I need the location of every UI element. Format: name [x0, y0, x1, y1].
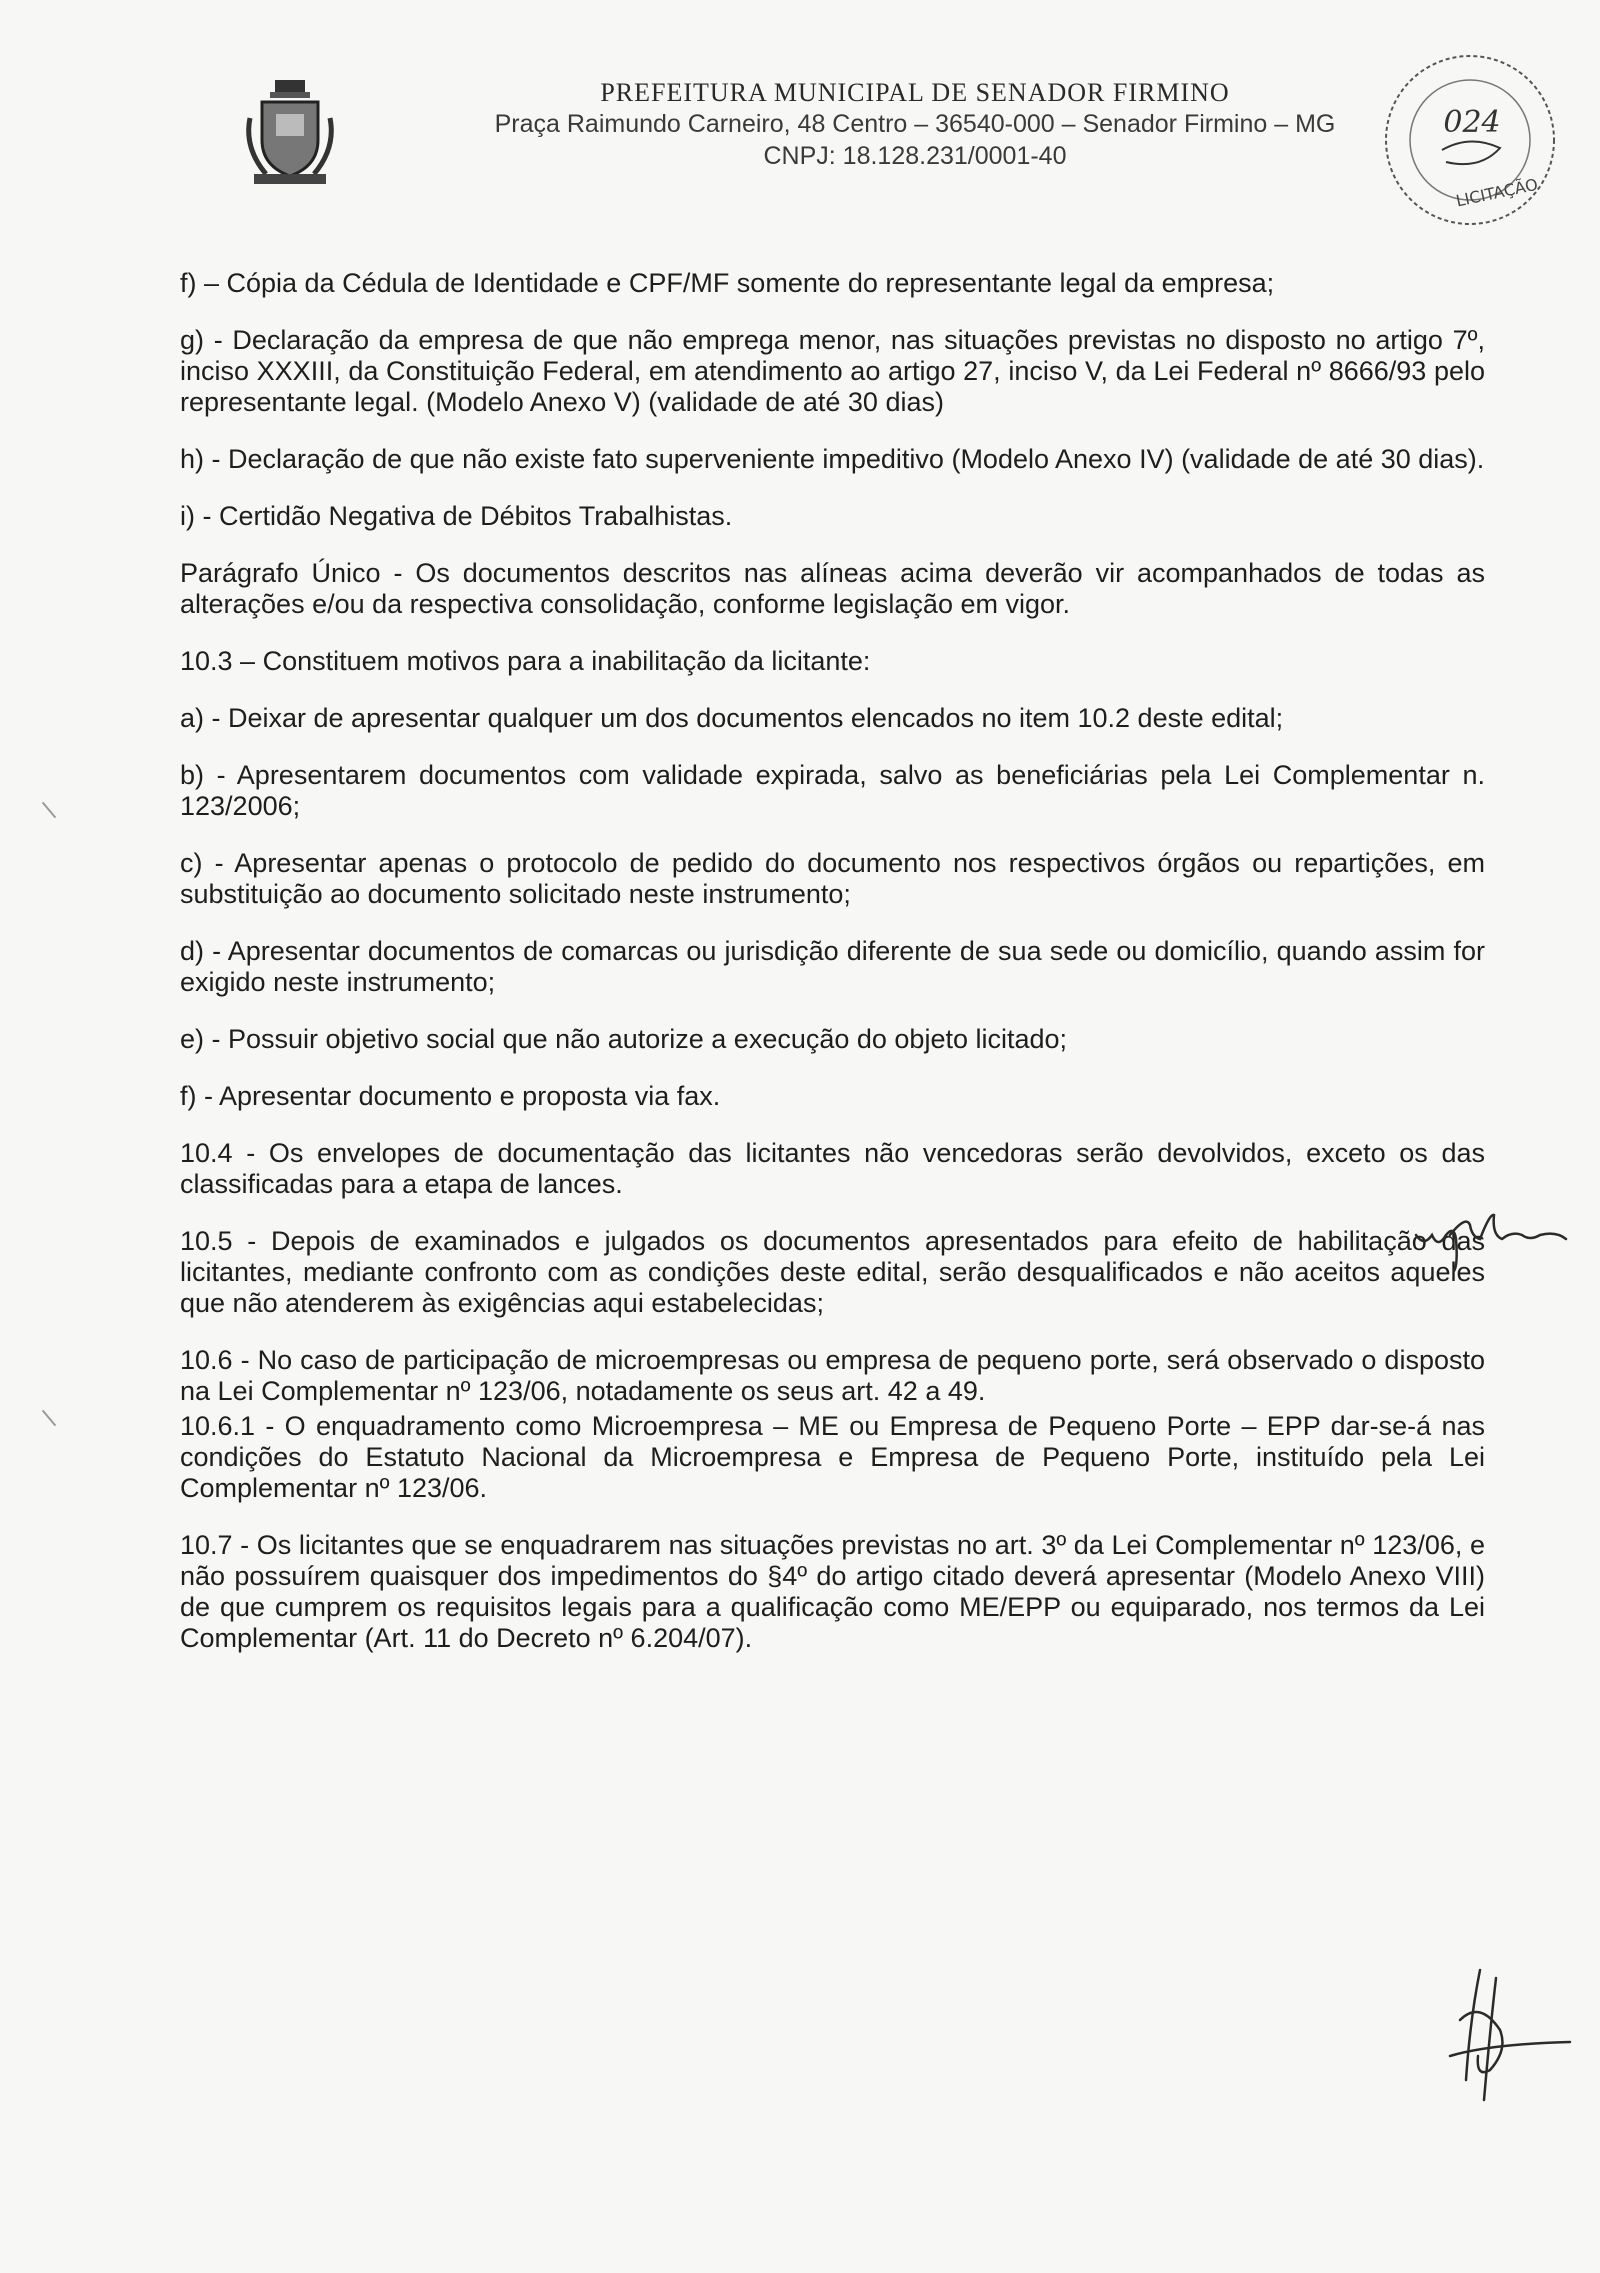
section-10-7: 10.7 - Os licitantes que se enquadrarem nas situações previstas no art. 3º da Lei Complementar nº 123/06, e não possuírem quaisquer dos impedimentos do §4º do artigo citado deverá apresentar (Modelo Anexo VIII) de que cumprem os requisitos legais para a qualificação como ME/EPP ou equiparado, nos termos da Lei Complementar (Art. 11 do Decreto nº 6.204/07).: [180, 1530, 1485, 1653]
section-10-4: 10.4 - Os envelopes de documentação das licitantes não vencedoras serão devolvidos, exceto os das classificadas para a etapa de lances.: [180, 1138, 1485, 1199]
paragrafo-unico: Parágrafo Único - Os documentos descritos nas alíneas acima deverão vir acompanhados de todas as alterações e/ou da respectiva consolidação, conforme legislação em vigor.: [180, 558, 1485, 619]
licitacao-stamp: [1380, 50, 1560, 230]
scan-mark: [42, 802, 56, 819]
letterhead-title: PREFEITURA MUNICIPAL DE SENADOR FIRMINO: [600, 78, 1230, 107]
stamp-label: LICITAÇÃO: [1454, 174, 1540, 211]
item-b-validade-expirada: b) - Apresentarem documentos com validade expirada, salvo as beneficiárias pela Lei Complementar n. 123/2006;: [180, 760, 1485, 821]
item-g-declaracao-menor: g) - Declaração da empresa de que não emprega menor, nas situações previstas no disposto no artigo 7º, inciso XXXIII, da Constituição Federal, em atendimento ao artigo 27, inciso V, da Lei Federal nº 8666/93 pelo representante legal. (Modelo Anexo V) (validade de até 30 dias): [180, 325, 1485, 417]
item-f-fax: f) - Apresentar documento e proposta via fax.: [180, 1081, 721, 1111]
item-i-certidao-trabalhista: i) - Certidão Negativa de Débitos Trabalhistas.: [180, 501, 733, 531]
letterhead: [415, 78, 1415, 172]
item-a-deixar-apresentar: a) - Deixar de apresentar qualquer um dos documentos elencados no item 10.2 deste edital;: [180, 703, 1284, 733]
section-10-5: 10.5 - Depois de examinados e julgados os documentos apresentados para efeito de habilitação das licitantes, mediante confronto com as condições deste edital, serão desqualificados e não aceitos aqueles que não atenderem às exigências aqui estabelecidas;: [180, 1226, 1485, 1318]
stamp-number: 024: [1443, 105, 1501, 140]
handwritten-initials-signature: [1410, 1195, 1570, 1275]
section-10-3: 10.3 – Constituem motivos para a inabilitação da licitante:: [180, 646, 871, 676]
section-10-6-1: 10.6.1 - O enquadramento como Microempresa – ME ou Empresa de Pequeno Porte – EPP dar-se-á nas condições do Estatuto Nacional da Microempresa e Empresa de Pequeno Porte, instituído pela Lei Complementar nº 123/06.: [180, 1411, 1485, 1503]
item-h-fato-superveniente: h) - Declaração de que não existe fato superveniente impeditivo (Modelo Anexo IV) (validade de até 30 dias).: [180, 444, 1485, 474]
handwritten-signature: [1420, 1960, 1580, 2110]
item-e-objetivo-social: e) - Possuir objetivo social que não autorize a execução do objeto licitado;: [180, 1024, 1068, 1054]
letterhead-cnpj: CNPJ: 18.128.231/0001-40: [763, 142, 1067, 170]
item-d-comarcas: d) - Apresentar documentos de comarcas ou jurisdição diferente de sua sede ou domicílio, quando assim for exigido neste instrumento;: [180, 936, 1485, 997]
item-c-protocolo: c) - Apresentar apenas o protocolo de pedido do documento nos respectivos órgãos ou repartições, em substituição ao documento solicitado neste instrumento;: [180, 848, 1485, 909]
section-10-6: 10.6 - No caso de participação de microempresas ou empresa de pequeno porte, será observado o disposto na Lei Complementar nº 123/06, notadamente os seus art. 42 a 49.: [180, 1345, 1485, 1406]
document-body: [180, 268, 1485, 1680]
letterhead-address: Praça Raimundo Carneiro, 48 Centro – 36540-000 – Senador Firmino – MG: [494, 110, 1336, 138]
item-f-identidade: f) – Cópia da Cédula de Identidade e CPF/MF somente do representante legal da empresa;: [180, 268, 1275, 298]
municipal-crest-icon: [240, 78, 340, 188]
scan-mark: [42, 1410, 56, 1427]
